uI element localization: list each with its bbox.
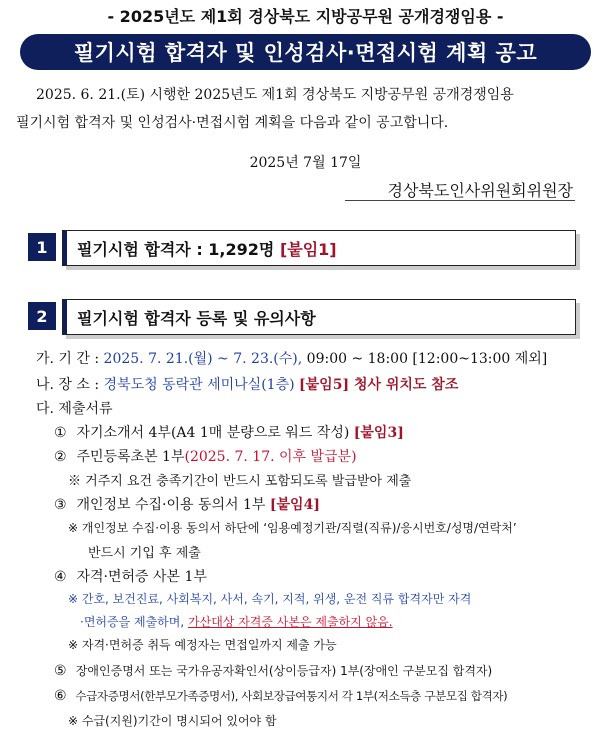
document-item-5 (54, 662, 492, 679)
document-5-number: ⑤ (54, 663, 67, 679)
document-4-text: 자격·면허증 사본 1부 (76, 569, 207, 585)
period-row (36, 348, 547, 368)
document-6-note: ※ 수급(지원)기간이 명시되어 있어야 함 (68, 714, 277, 728)
document-4-note-1: ※ 간호, 보건진료, 사회복지, 사서, 속기, 지적, 위생, 운전 직류 합격자만 자격 (68, 592, 472, 606)
document-item-6 (54, 688, 507, 704)
document-4-note-3: ※ 자격·면허증 취득 예정자는 면접일까지 제출 가능 (68, 638, 337, 652)
document-item-4 (54, 566, 207, 586)
document-4-note-2-red: 가산대상 자격증 사본은 제출하지 않음. (188, 615, 393, 629)
document-4-note-2-blue: ·면허증을 제출하며, (80, 615, 185, 629)
document-3-note-2: 반드시 기입 후 제출 (88, 546, 201, 561)
document-6-number: ⑥ (54, 688, 67, 704)
document-3-note-1: ※ 개인정보 수집·이용 동의서 하단에 ‘임용예정기관/직렬(직류)/응시번호/성명/연락처’ (68, 521, 517, 535)
document-2-number: ② (54, 449, 67, 465)
period-label: 가. 기 간 : (36, 351, 100, 367)
place-attachment: [붙임5] 청사 위치도 참조 (299, 377, 459, 393)
document-1-text: 자기소개서 4부(A4 1매 분량으로 워드 작성) (76, 425, 350, 441)
document-item-1 (54, 422, 404, 442)
section-1-title: 필기시험 합격자 : 1,292명 (77, 239, 275, 259)
section-2-heading (62, 299, 576, 335)
period-time: 09:00 ~ 18:00 [12:00~13:00 제외] (306, 351, 548, 367)
issuer-underline (345, 200, 575, 201)
documents-label: 다. 제출서류 (36, 401, 113, 417)
period-dates: 2025. 7. 21.(월) ~ 7. 23.(수), (103, 351, 303, 367)
title-banner (20, 34, 591, 70)
section-1-number: 1 (28, 233, 56, 261)
section-1-attachment: [붙임1] (279, 239, 337, 259)
document-3-number: ③ (54, 497, 67, 513)
banner-title: 필기시험 합격자 및 인성검사·면접시험 계획 공고 (73, 41, 538, 65)
place-row (36, 374, 458, 394)
section-2-title: 필기시험 합격자 등록 및 유의사항 (77, 308, 316, 328)
place-label: 나. 장 소 : (36, 377, 100, 393)
document-6-text: 수급자증명서(한부모가족증명서), 사회보장급여통지서 각 1부(저소득층 구분모집 합격자) (75, 689, 508, 703)
place-value: 경북도청 동락관 세미나실(1층) (103, 377, 295, 393)
document-item-3 (54, 494, 320, 514)
document-1-number: ① (54, 425, 67, 441)
document-item-2 (54, 446, 357, 466)
document-1-attachment: [붙임3] (353, 425, 404, 441)
notice-date: 2025년 7월 17일 (249, 155, 362, 171)
intro-line-1: 2025. 6. 21.(토) 시행한 2025년도 제1회 경상북도 지방공무원 공개경쟁임용 (36, 87, 514, 103)
document-4-number: ④ (54, 569, 67, 585)
document-3-text: 개인정보 수집·이용 동의서 1부 (76, 497, 266, 513)
top-title: - 2025년도 제1회 경상북도 지방공무원 공개경쟁임용 - (107, 7, 504, 26)
issuer: 경상북도인사위원회위원장 (387, 181, 573, 200)
document-3-attachment: [붙임4] (269, 497, 320, 513)
document-2-issue-date: (2025. 7. 17. 이후 발급분) (184, 449, 357, 465)
section-2-number: 2 (28, 302, 56, 330)
document-4-note-2 (80, 613, 393, 630)
intro-line-2: 필기시험 합격자 및 인성검사·면접시험 계획을 다음과 같이 공고합니다. (16, 115, 449, 131)
document-2-note: ※ 거주지 요건 충족기간이 반드시 포함되도록 발급받아 제출 (68, 474, 412, 489)
document-2-text: 주민등록초본 1부 (76, 449, 185, 465)
section-1-heading (62, 230, 576, 266)
document-5-text: 장애인증명서 또는 국가유공자확인서(상이등급자) 1부(장애인 구분모집 합격자) (75, 664, 493, 678)
